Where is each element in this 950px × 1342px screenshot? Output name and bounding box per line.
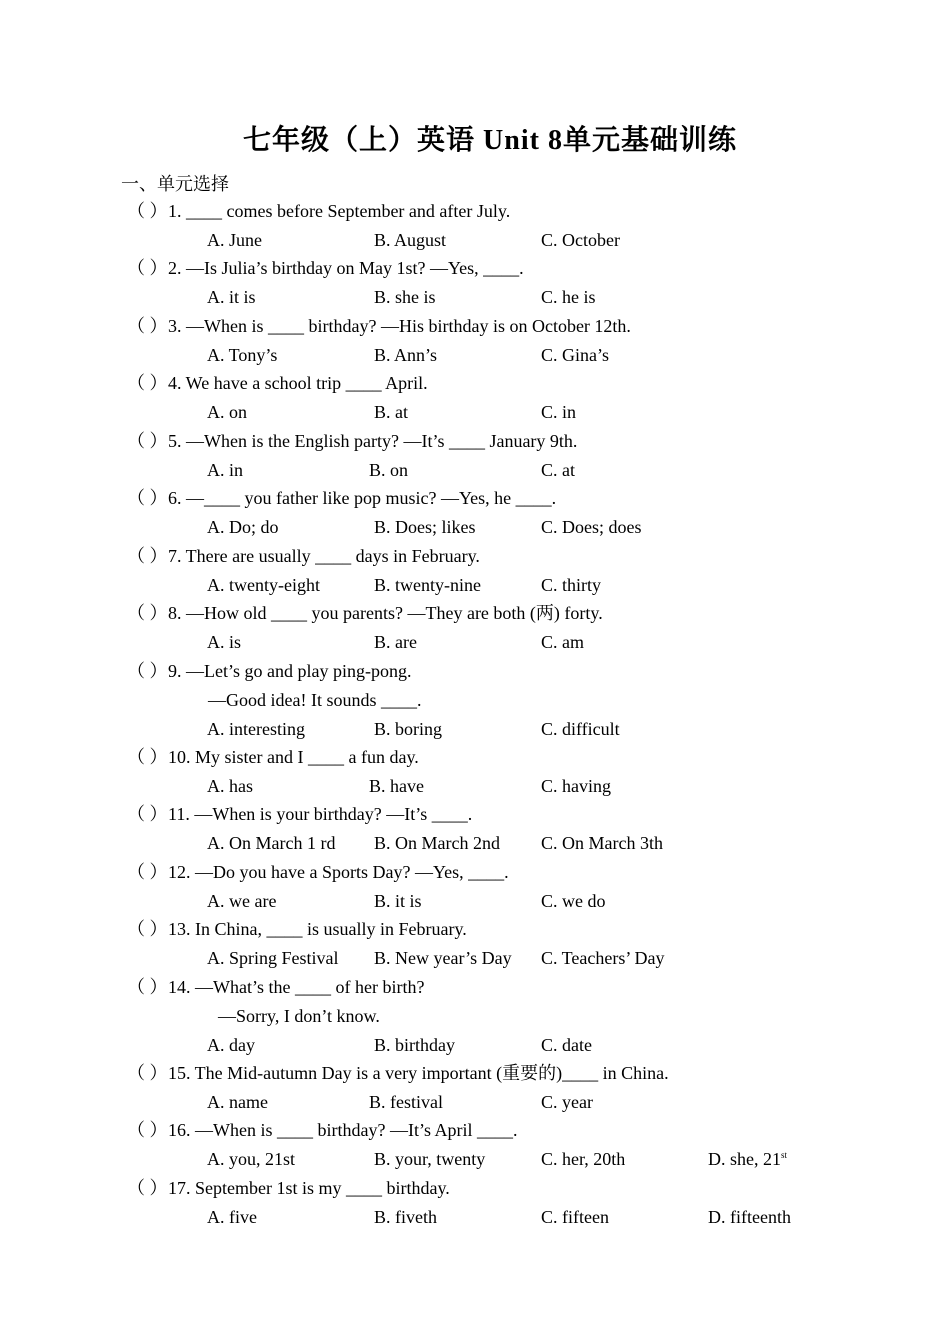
page-title: 七年级（上）英语 Unit 8单元基础训练 [243, 125, 737, 156]
question-stem: 2. —Is Julia’s birthday on May 1st? —Yes, ____. [168, 258, 524, 278]
answer-option: B. she is [374, 287, 436, 307]
answer-option: B. boring [374, 719, 443, 739]
question-stem: 15. The Mid-autumn Day is a very important (重要的)____ in China. [168, 1063, 669, 1083]
answer-blank[interactable]: （ ） [127, 1178, 168, 1198]
question-stem: 8. —How old ____ you parents? —They are both (两) forty. [168, 603, 603, 623]
answer-option: C. in [541, 402, 577, 422]
answer-blank[interactable]: （ ） [127, 488, 168, 508]
answer-option: A. Tony’s [207, 345, 278, 365]
answer-blank[interactable]: （ ） [127, 373, 168, 393]
answer-option: B. August [374, 230, 447, 250]
answer-option: A. on [207, 402, 247, 422]
answer-option: A. it is [207, 287, 256, 307]
answer-option: C. October [541, 230, 620, 250]
answer-option: C. at [541, 460, 575, 480]
answer-option: B. festival [369, 1092, 443, 1112]
answer-blank[interactable]: （ ） [127, 258, 168, 278]
answer-option: A. has [207, 776, 253, 796]
answer-option: B. on [369, 460, 409, 480]
answer-option: D. fifteenth [708, 1207, 791, 1227]
question-stem: 17. September 1st is my ____ birthday. [168, 1178, 450, 1198]
answer-option: C. he is [541, 287, 596, 307]
section-heading: 一、单元选择 [121, 174, 229, 194]
question-continuation: —Good idea! It sounds ____. [208, 690, 422, 710]
question-stem: 16. —When is ____ birthday? —It’s April ____. [168, 1120, 518, 1140]
answer-option: C. having [541, 776, 611, 796]
answer-option: B. twenty-nine [374, 575, 481, 595]
answer-option: B. Does; likes [374, 517, 476, 537]
answer-option: A. June [207, 230, 262, 250]
answer-option: A. day [207, 1035, 255, 1055]
question-continuation: —Sorry, I don’t know. [218, 1006, 380, 1026]
answer-blank[interactable]: （ ） [127, 804, 168, 824]
answer-option: A. On March 1 rd [207, 833, 336, 853]
answer-option: C. Does; does [541, 517, 642, 537]
answer-option: C. am [541, 632, 584, 652]
answer-option: C. we do [541, 891, 606, 911]
question-stem: 10. My sister and I ____ a fun day. [168, 747, 419, 767]
answer-option: C. Gina’s [541, 345, 610, 365]
answer-blank[interactable]: （ ） [127, 431, 168, 451]
question-stem: 11. —When is your birthday? —It’s ____. [168, 804, 473, 824]
answer-blank[interactable]: （ ） [127, 603, 168, 623]
answer-blank[interactable]: （ ） [127, 747, 168, 767]
question-stem: 13. In China, ____ is usually in February. [168, 919, 467, 939]
answer-option: B. your, twenty [374, 1149, 486, 1169]
answer-option: B. are [374, 632, 417, 652]
answer-option: A. is [207, 632, 242, 652]
answer-option: C. difficult [541, 719, 620, 739]
question-stem: 4. We have a school trip ____ April. [168, 373, 428, 393]
question-stem: 7. There are usually ____ days in February. [168, 546, 480, 566]
answer-blank[interactable]: （ ） [127, 546, 168, 566]
answer-blank[interactable]: （ ） [127, 977, 168, 997]
answer-option: C. year [541, 1092, 593, 1112]
question-stem: 3. —When is ____ birthday? —His birthday is on October 12th. [168, 316, 631, 336]
ordinal-suffix: st [781, 1150, 788, 1160]
answer-option: A. five [207, 1207, 257, 1227]
answer-option: B. have [369, 776, 424, 796]
answer-option: B. birthday [374, 1035, 455, 1055]
question-stem: 12. —Do you have a Sports Day? —Yes, ____. [168, 862, 509, 882]
answer-option: C. Teachers’ Day [541, 948, 665, 968]
answer-option: B. New year’s Day [374, 948, 512, 968]
answer-blank[interactable]: （ ） [127, 862, 168, 882]
answer-option: D. she, 21st [708, 1149, 788, 1169]
answer-blank[interactable]: （ ） [127, 1063, 168, 1083]
question-stem: 14. —What’s the ____ of her birth? [168, 977, 425, 997]
question-stem: 9. —Let’s go and play ping-pong. [168, 661, 412, 681]
answer-option: C. date [541, 1035, 592, 1055]
answer-blank[interactable]: （ ） [127, 316, 168, 336]
answer-option: B. On March 2nd [374, 833, 500, 853]
answer-option: C. thirty [541, 575, 602, 595]
answer-blank[interactable]: （ ） [127, 661, 168, 681]
answer-option: B. fiveth [374, 1207, 437, 1227]
answer-option: B. at [374, 402, 408, 422]
answer-option: A. Spring Festival [207, 948, 339, 968]
answer-option: C. her, 20th [541, 1149, 626, 1169]
answer-option: B. Ann’s [374, 345, 438, 365]
answer-blank[interactable]: （ ） [127, 919, 168, 939]
question-stem: 1. ____ comes before September and after July. [168, 201, 511, 221]
answer-blank[interactable]: （ ） [127, 201, 168, 221]
answer-option: C. On March 3th [541, 833, 663, 853]
answer-option: C. fifteen [541, 1207, 609, 1227]
answer-option: A. interesting [207, 719, 305, 739]
answer-option: A. we are [207, 891, 277, 911]
answer-option: A. name [207, 1092, 268, 1112]
answer-option: A. in [207, 460, 243, 480]
question-stem: 5. —When is the English party? —It’s ____ January 9th. [168, 431, 578, 451]
answer-option: A. you, 21st [207, 1149, 296, 1169]
answer-option: A. Do; do [207, 517, 279, 537]
question-stem: 6. —____ you father like pop music? —Yes, he ____. [168, 488, 557, 508]
answer-option: B. it is [374, 891, 422, 911]
answer-option: A. twenty-eight [207, 575, 320, 595]
answer-blank[interactable]: （ ） [127, 1120, 168, 1140]
